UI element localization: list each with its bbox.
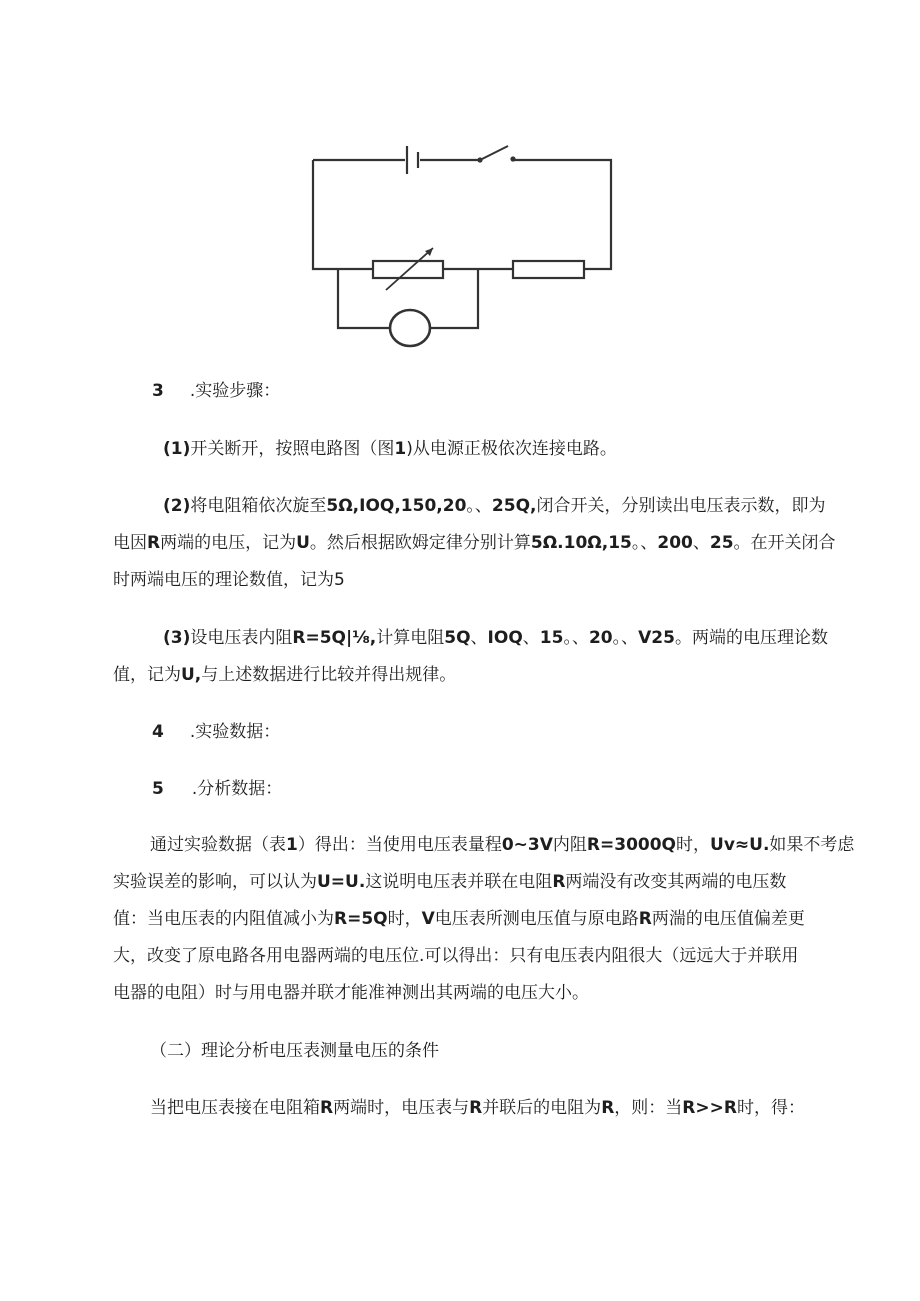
analysis-line-2: 实验误差的影响，可以认为U=U.这说明电压表并联在电阻R两端没有改变其两端的电压数 [113, 872, 787, 892]
step-2-line-2: 电因R两端的电压，记为U。然后根据欧姆定律分别计算5Ω.10Ω,15。、200、25。在开关闭合 [113, 533, 836, 553]
section-4-heading: 4 .实验数据： [152, 722, 281, 742]
analysis-line-1: 通过实验数据（表1）得出：当使用电压表量程0~3V内阻R=3000Q时，Uv≈U.如果不考虑 [150, 835, 855, 855]
step-2-line-1: (2)将电阻箱依次旋至5Ω,IOQ,150,20。、25Q,闭合开关，分别读出电压表示数，即为 [163, 496, 826, 516]
resistor-icon [513, 261, 584, 278]
step-1: (1)开关断开，按照电路图（图1)从电源正极依次连接电路。 [163, 439, 617, 459]
analysis-line-4: 大，改变了原电路各用电器两端的电压位.可以得出：只有电压表内阻很大（远远大于并联用 [113, 946, 799, 966]
step-3-line-1: (3)设电压表内阻R=5Q|⅛,计算电阻5Q、IOQ、15。、20。、V25。两端的电压理论数 [163, 628, 828, 648]
section-5-heading: 5 .分析数据： [152, 779, 283, 799]
battery-icon [407, 146, 418, 174]
switch-icon [477, 146, 515, 163]
part-2-heading: （二）理论分析电压表测量电压的条件 [150, 1041, 439, 1061]
step-2-line-3: 时两端电压的理论数值，记为5 [113, 570, 345, 590]
step-3-line-2: 值，记为U,与上述数据进行比较并得出规律。 [113, 665, 457, 685]
analysis-line-5: 电器的电阻）时与用电器并联才能准神测出其两端的电压大小。 [113, 983, 589, 1003]
circuit-wires [313, 160, 611, 328]
final-line: 当把电压表接在电阻箱R两端时，电压表与R并联后的电阻为R，则：当R>>R时，得： [150, 1098, 805, 1118]
variable-resistor-icon [372, 248, 478, 290]
voltmeter-icon [390, 310, 430, 346]
analysis-line-3: 值：当电压表的内阻值减小为R=5Q时，V电压表所测电压值与原电路R两湍的电压值偏差更 [113, 909, 805, 929]
circuit-diagram [300, 140, 620, 360]
section-3-heading: 3 .实验步骤： [152, 381, 281, 401]
